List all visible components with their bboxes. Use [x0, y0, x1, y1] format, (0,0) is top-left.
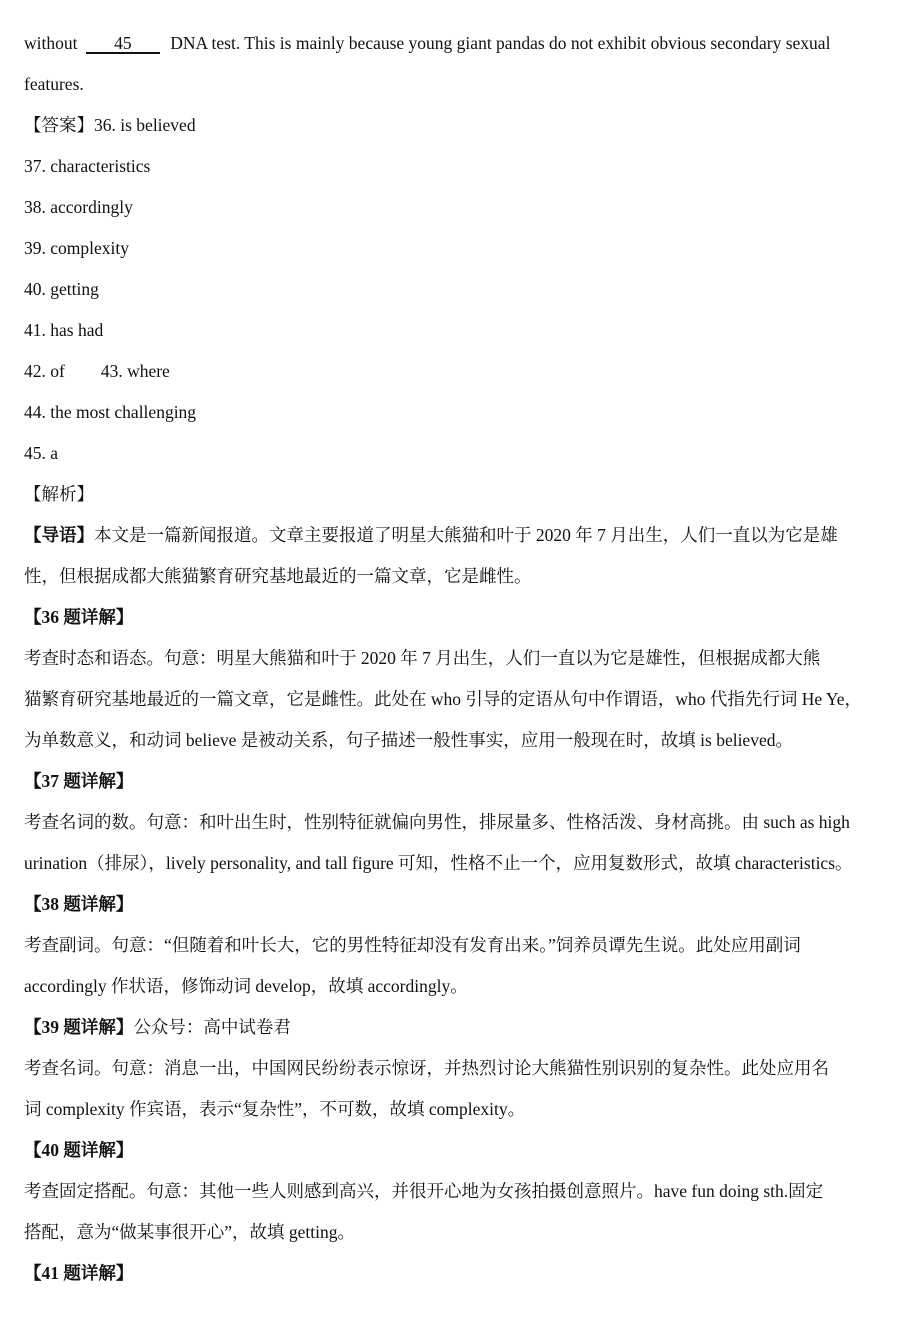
q39-line-2: 词 complexity 作宾语，表示“复杂性”，不可数，故填 complexity。	[24, 1099, 526, 1119]
answer-39: 39. complexity	[24, 238, 129, 258]
q36-line-1: 考查时态和语态。句意：明星大熊猫和叶于 2020 年 7 月出生，人们一直以为它是雄性，但根据成都大熊	[24, 648, 821, 668]
answer-45: 45. a	[24, 443, 59, 463]
answer-36: 36. is believed	[94, 115, 196, 135]
q39-heading: 【39 题详解】	[24, 1017, 134, 1037]
guide-line-1	[24, 523, 838, 547]
answer-41: 41. has had	[24, 320, 104, 340]
answer-38: 38. accordingly	[24, 197, 133, 217]
q37-heading: 【37 题详解】	[24, 771, 134, 791]
q40-heading: 【40 题详解】	[24, 1140, 134, 1160]
guide-label: 【导语】	[24, 525, 94, 545]
answer-44: 44. the most challenging	[24, 402, 197, 422]
answer-40: 40. getting	[24, 279, 99, 299]
answer-43: 43. where	[100, 361, 170, 381]
intro-text-before-blank: without	[24, 33, 78, 53]
intro-line-1	[24, 31, 830, 55]
intro-line-2: features.	[24, 74, 84, 94]
answers-label: 【答案】	[24, 115, 94, 135]
guide-text-1: 本文是一篇新闻报道。文章主要报道了明星大熊猫和叶于 2020 年 7 月出生，人们一直以为它是雄	[94, 525, 838, 545]
guide-line-2: 性，但根据成都大熊猫繁育研究基地最近的一篇文章，它是雌性。	[24, 566, 532, 586]
q39-heading-note: 公众号：高中试卷君	[133, 1017, 291, 1037]
q37-line-2: urination（排尿），lively personality, and tall figure 可知，性格不止一个，应用复数形式，故填 characteristics。	[24, 853, 853, 873]
q40-line-1: 考查固定搭配。句意：其他一些人则感到高兴，并很开心地为女孩拍摄创意照片。have fun doing sth.固定	[24, 1181, 824, 1201]
q36-line-3: 为单数意义，和动词 believe 是被动关系，句子描述一般性事实，应用一般现在时，故填 is believed。	[24, 730, 793, 750]
analysis-label: 【解析】	[24, 484, 94, 504]
q38-heading: 【38 题详解】	[24, 894, 134, 914]
q39-heading-line	[24, 1015, 291, 1039]
q38-line-1: 考查副词。句意：“但随着和叶长大，它的男性特征却没有发育出来。”饲养员谭先生说。此处应用副词	[24, 935, 801, 955]
answers-line	[24, 113, 196, 137]
q36-line-2: 猫繁育研究基地最近的一篇文章，它是雌性。此处在 who 引导的定语从句中作谓语，who 代指先行词 He Ye，	[24, 689, 863, 709]
answer-37: 37. characteristics	[24, 156, 151, 176]
answer-42: 42. of	[24, 361, 65, 381]
q40-line-2: 搭配，意为“做某事很开心”，故填 getting。	[24, 1222, 356, 1242]
blank-45: 45	[86, 34, 160, 54]
q41-heading: 【41 题详解】	[24, 1263, 134, 1283]
intro-text-after-blank: DNA test. This is mainly because young giant pandas do not exhibit obvious secondary sexual	[170, 33, 831, 53]
q37-line-1: 考查名词的数。句意：和叶出生时，性别特征就偏向男性，排尿量多、性格活泼、身材高挑。由 such as high	[24, 812, 850, 832]
q38-line-2: accordingly 作状语，修饰动词 develop，故填 accordingly。	[24, 976, 468, 996]
q39-line-1: 考查名词。句意：消息一出，中国网民纷纷表示惊讶，并热烈讨论大熊猫性别识别的复杂性。此处应用名	[24, 1058, 829, 1078]
answer-42-43-line	[24, 359, 170, 383]
q36-heading: 【36 题详解】	[24, 607, 134, 627]
